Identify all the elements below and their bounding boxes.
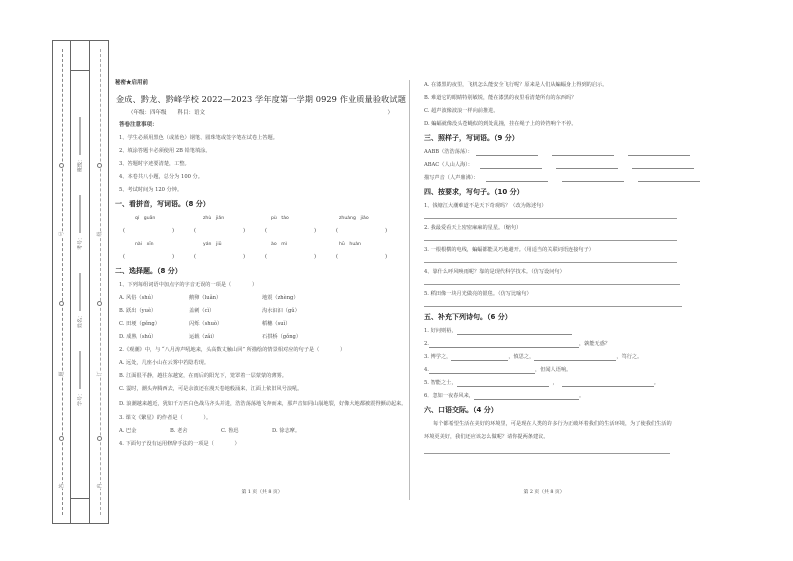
pinyin-row-2 — [115, 241, 407, 248]
sentence-task: 2. 我最爱看天上密密麻麻的星星。（缩句） — [424, 225, 522, 231]
meta-close: ） — [387, 110, 393, 116]
pinyin: zhuàng jiǎo — [339, 216, 369, 221]
exam-number-field[interactable] — [77, 195, 84, 250]
section-5-title: 五、补充下列诗句。（6 分） — [424, 313, 512, 321]
seal-ring-icon — [59, 436, 64, 441]
answer-blank[interactable] — [457, 381, 549, 387]
pinyin: pù tào — [271, 216, 289, 221]
seal-ring-icon — [97, 301, 102, 306]
pinyin: ào mì — [271, 242, 287, 247]
seal-char: 内 — [96, 483, 103, 489]
answer-line[interactable] — [424, 298, 682, 307]
binding-info-column — [71, 41, 90, 523]
binding-strip — [52, 40, 109, 524]
answer-blank[interactable] — [474, 394, 579, 400]
note-item: 4、本卷共八小题，总分为 100 分。 — [119, 174, 203, 180]
option-text: C. 田埂（gěng） — [119, 321, 160, 327]
student-info-box — [71, 70, 89, 499]
poem-text: 2. — [424, 341, 429, 347]
option-text: 沟水汩汩（gǔ） — [262, 308, 300, 314]
section-6-title: 六、口语交际。（4 分） — [424, 406, 498, 414]
answer-line[interactable] — [424, 445, 670, 454]
answer-blank[interactable] — [638, 176, 700, 182]
poem-text: 4. — [424, 367, 429, 373]
q1-option-b[interactable] — [115, 308, 407, 315]
page-1 — [115, 78, 407, 448]
poem-text: ，但闻人语响。 — [534, 367, 572, 373]
section-2-title: 二、选择题。（8 分） — [115, 267, 182, 275]
poem-text: ，慎思之， — [508, 354, 535, 360]
answer-blank[interactable] — [562, 381, 654, 387]
class-label: 班级： — [77, 156, 84, 173]
aabb-label: AABB（浩浩荡荡）： — [424, 149, 473, 155]
pinyin: zhù jiǎn — [203, 216, 225, 221]
q1-option-a[interactable] — [115, 295, 407, 302]
page-divider — [409, 80, 410, 500]
seal-ring-icon — [97, 163, 102, 168]
abac-label: ABAC（人山人海）： — [424, 162, 473, 168]
seal-ring-icon — [59, 301, 64, 306]
answer-blank[interactable] — [562, 176, 624, 182]
name-label: 姓名： — [77, 312, 84, 329]
answer-blank[interactable] — [556, 163, 618, 169]
section-4-title: 四、按要求，写句子。（10 分） — [424, 188, 524, 196]
answer-blank[interactable] — [632, 163, 694, 169]
question-3-stem: 3. 课文《繁星》的作者是（ ）。 — [119, 415, 212, 421]
option-text: B. 跃出（yuè） — [119, 308, 157, 314]
seal-dashed-line — [62, 49, 63, 515]
answer-paren[interactable]: ( ) — [336, 228, 387, 234]
page-1-footer: 第 1 页（共 8 页） — [241, 490, 283, 495]
class-field[interactable] — [77, 117, 84, 172]
sentence-task: 3. 一根根横的电线，蝙蝠都能灵巧地避开。（用适当的关联词语连接句子） — [424, 247, 594, 253]
poem-text: ，笃行之。 — [616, 354, 643, 360]
answer-blank[interactable] — [480, 163, 542, 169]
answer-paren[interactable]: ( ) — [194, 254, 245, 260]
answer-line[interactable] — [424, 232, 677, 241]
sound-words-row — [424, 175, 724, 182]
option-text: 闪烁（shuò） — [189, 321, 223, 327]
sentence-task: 4、靠什么呼风唤雨呢？靠的是现代科学技术。（仿写设问句） — [424, 269, 565, 275]
page-2-footer: 第 2 页（共 8 页） — [523, 490, 565, 495]
q4-option-b[interactable]: B. 难道它的眼睛特别敏锐，能在漆黑的夜里看清楚所有的东西吗？ — [424, 95, 577, 101]
question-2-stem: 2.《观潮》中，与 “八月涛声吼地来，头高数丈触山回” 所描绘的情景相对应的句子是（ ） — [119, 347, 346, 353]
answer-paren[interactable]: ( ) — [265, 228, 316, 234]
name-field[interactable] — [77, 273, 84, 328]
note-item: 3、答题时字迹要清楚，工整。 — [119, 161, 190, 167]
pinyin-row-1 — [115, 215, 407, 222]
page-2 — [424, 78, 724, 454]
answer-line[interactable] — [424, 276, 680, 285]
answer-line[interactable] — [424, 254, 677, 263]
note-item: 5、考试时间为 120 分钟。 — [119, 187, 183, 193]
option-text: D. 成熟（shú） — [119, 334, 157, 340]
aabb-row — [424, 149, 724, 156]
answer-paren[interactable]: ( ) — [123, 228, 174, 234]
binding-inner-column — [90, 41, 109, 523]
sentence-task: 5. 稻田像一块月光做亮的银毯。（仿写比喻句） — [424, 291, 532, 297]
poem-text: 。 — [579, 393, 585, 399]
option-text: 鹅卵（luǎn） — [189, 295, 222, 301]
poem-line-5 — [424, 380, 724, 387]
q3-option-c[interactable]: C. 鲁迅 — [221, 428, 239, 434]
q2-option-d[interactable]: D. 浪潮越来越近，犹如千万匹白色战马齐头并进，浩浩荡荡地飞奔而来，那声音如同山崩地裂，好像大地都被震得颤动起来。 — [119, 401, 407, 407]
notes-title: 答卷注意事项： — [119, 122, 158, 128]
answer-blank[interactable] — [552, 150, 614, 156]
poem-line-3 — [424, 354, 724, 361]
section-3-title: 三、照样子，写词语。（9 分） — [424, 134, 519, 142]
option-text: 运载（zǎi） — [189, 334, 218, 340]
poem-text: 1. 好问则裕， — [424, 328, 457, 334]
pinyin: nài xīn — [135, 242, 154, 247]
sound-words-label: 描写声音（人声鼎沸）： — [424, 175, 479, 181]
pinyin: yán jiū — [203, 242, 222, 247]
answer-paren[interactable]: ( ) — [123, 254, 174, 260]
q4-option-c[interactable]: C. 超声波像波浪一样向前推进。 — [424, 108, 499, 114]
seal-char: 级 — [96, 231, 103, 237]
answer-blank[interactable] — [628, 150, 690, 156]
abac-row — [424, 162, 724, 169]
pinyin: qí guān — [135, 216, 156, 221]
option-text: 石拱桥（gǒng） — [262, 334, 302, 340]
secret-label: 秘密★启用前 — [115, 80, 149, 86]
poem-text: ，孰能无惑？ — [578, 341, 611, 347]
binding-outer-column — [53, 41, 71, 523]
question-4-stem: 4. 下面句子没有运用修辞手法的一项是（ ） — [119, 441, 240, 447]
exam-meta — [115, 110, 407, 117]
seal-char: 题 — [58, 371, 65, 377]
section-1-title: 一、看拼音，写词语。（8 分） — [115, 200, 210, 208]
q2-option-b[interactable]: B. 江面很平静，越往东越宽，在雨后的阳光下，笼罩着一层蒙蒙的薄雾。 — [119, 373, 287, 379]
answer-parens-row-2 — [115, 254, 407, 261]
answer-blank[interactable] — [457, 329, 572, 335]
poem-text: 6．忽如一夜春风来， — [424, 393, 474, 399]
student-id-field[interactable] — [77, 351, 84, 406]
q3-option-b[interactable]: B. 老舍 — [170, 428, 188, 434]
answer-blank[interactable] — [429, 342, 579, 348]
seal-char: 订 — [96, 371, 103, 377]
answer-blank[interactable] — [486, 176, 548, 182]
q3-option-d[interactable]: D. 徐志摩。 — [272, 428, 301, 434]
question-1-stem: 1、下列每组词语中加点字的字音无误的一项是（ ） — [119, 282, 258, 288]
oral-prompt-2: 环境更美好，我们还应该怎么做呢？请你提两条建议。 — [424, 434, 549, 440]
seal-ring-icon — [97, 436, 102, 441]
seal-ring-icon — [59, 163, 64, 168]
q1-option-d[interactable] — [115, 334, 407, 341]
exam-number-label: 考号： — [77, 234, 84, 251]
exam-title: 金成、黔龙、黔峰学校 2022—2023 学年度第一学期 0929 作业质量验收试题 — [116, 94, 406, 104]
poem-text: 。 — [653, 380, 659, 386]
option-text: 稻穗（suì） — [262, 321, 291, 327]
answer-paren[interactable]: ( ) — [336, 254, 387, 260]
poem-line-2 — [424, 341, 724, 348]
poem-line-4 — [424, 367, 724, 374]
answer-blank[interactable] — [534, 355, 616, 361]
note-item: 2、填涂答题卡必须使用 2B 铅笔填涂。 — [119, 148, 211, 154]
answer-blank[interactable] — [429, 368, 535, 374]
seal-char: 号 — [58, 231, 65, 237]
grade-subject: （年级：四年级 科目：语文 — [128, 110, 206, 116]
answer-paren[interactable]: ( ) — [194, 228, 245, 234]
poem-line-6 — [424, 393, 724, 400]
q1-option-c[interactable] — [115, 321, 407, 328]
oral-prompt-1: 每个都希望生活在美好的环境里，可是现在人类的许多行为正破坏着我们的生活环境，为了使我们生活的 — [433, 421, 672, 427]
poem-text: ， — [552, 380, 558, 386]
answer-paren[interactable]: ( ) — [265, 254, 316, 260]
note-item: 1、学生必须用黑色（或蓝色）钢笔、圆珠笔或签字笔在试卷上答题。 — [119, 135, 278, 141]
q3-option-a[interactable]: A. 巴金 — [119, 428, 137, 434]
answer-line[interactable] — [424, 210, 677, 219]
q2-option-c[interactable]: C. 霎时，潮头奔腾西去，可是余波还在漫天卷地般涌来，江面上依旧风号浪吼。 — [119, 386, 303, 392]
q2-option-a[interactable]: A. 远处，几座小山在云雾中若隐若现。 — [119, 360, 210, 366]
sentence-task: 1、钱塘江大潮难道不是天下奇观吗？（改为陈述句） — [424, 203, 547, 209]
q4-option-d[interactable]: D. 蝙蝠就像没头苍蝇似的到处乱撞，挂在绳子上的铃铛响个不停。 — [424, 121, 577, 127]
seal-char: 答 — [58, 483, 65, 489]
option-text: A. 风俗（shú） — [119, 295, 157, 301]
poem-text: 5. 智能之士， — [424, 380, 457, 386]
poem-line-1 — [424, 328, 724, 335]
answer-blank[interactable] — [451, 355, 508, 361]
poem-text: 3. 博学之， — [424, 354, 452, 360]
answer-parens-row-1 — [115, 228, 407, 235]
q4-option-a[interactable]: A. 在漆黑的夜里，飞机怎么能安全飞行呢？原来是人们从蝙蝠身上得到的启示。 — [424, 82, 608, 88]
pinyin: hū huàn — [339, 242, 361, 247]
seal-dashed-line — [100, 49, 101, 515]
q3-options — [115, 428, 407, 435]
answer-blank[interactable] — [476, 150, 538, 156]
option-text: 盖刺（cì） — [189, 308, 215, 314]
student-id-label: 学号： — [77, 390, 84, 407]
option-text: 地震（zhèng） — [262, 295, 299, 301]
